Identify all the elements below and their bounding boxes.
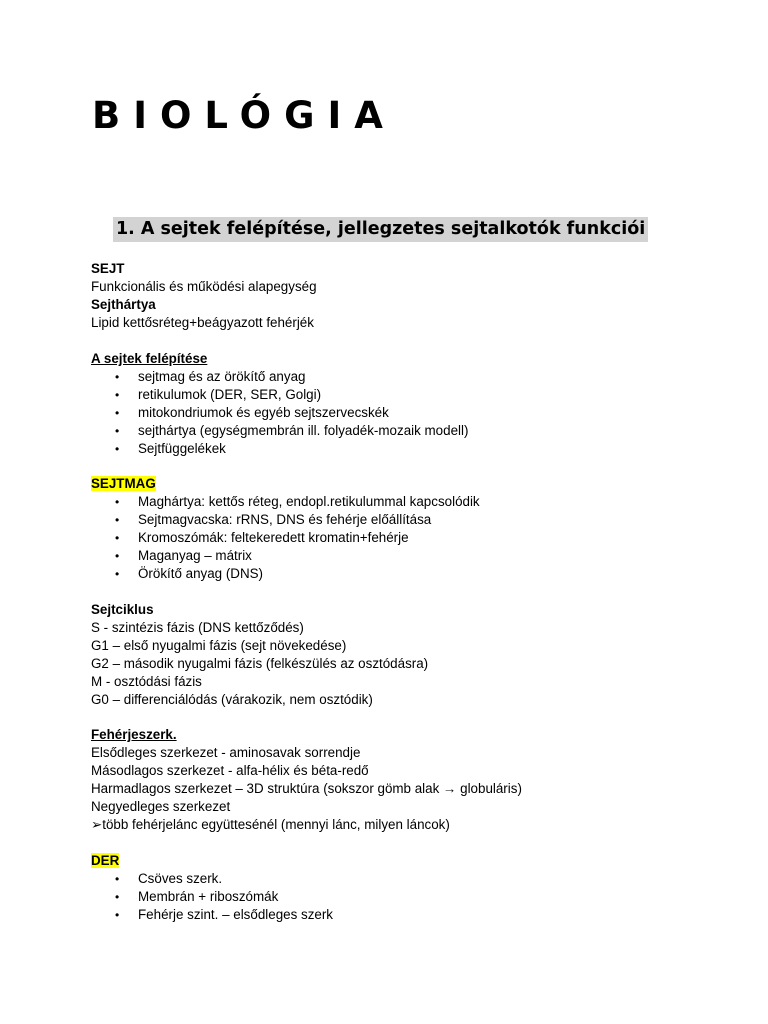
list-item: • mitokondriumok és egyéb sejtszervecskék: [115, 404, 389, 420]
section-number: 1.: [116, 219, 135, 239]
bullet-icon: •: [115, 495, 120, 510]
list-item: • sejthártya (egységmembrán ill. folyadék-mozaik modell): [115, 422, 469, 438]
protein-line: ➢több fehérjelánc együttesénél (mennyi lánc, milyen láncok): [91, 817, 450, 833]
bullet-icon: •: [115, 907, 120, 922]
membrane-text: Lipid kettősréteg+beágyazott fehérjék: [91, 315, 314, 330]
bullet-icon: •: [115, 531, 120, 546]
der-heading: DER: [91, 852, 120, 868]
list-item: • sejtmag és az örökítő anyag: [115, 368, 306, 384]
list-item: • retikulumok (DER, SER, Golgi): [115, 386, 322, 402]
list-item: • Fehérje szint. – elsődleges szerk: [115, 906, 334, 922]
list-item: • Sejtfüggelékek: [115, 440, 226, 456]
list-item: • Maghártya: kettős réteg, endopl.retikulummal kapcsolódik: [115, 494, 480, 510]
bullet-icon: •: [115, 871, 120, 886]
cycle-heading: Sejtciklus: [91, 601, 154, 617]
bullet-icon: •: [115, 405, 120, 420]
protein-line: Másodlagos szerkezet - alfa-hélix és béta-redő: [91, 763, 369, 779]
cycle-line: M - osztódási fázis: [91, 673, 202, 689]
section-title: A sejtek felépítése, jellegzetes sejtalkotók funkciói: [140, 219, 646, 239]
cycle-line: G1 – első nyugalmi fázis (sejt növekedése): [91, 637, 347, 653]
bullet-icon: •: [115, 567, 120, 582]
page-title: BIOLÓGIA: [92, 94, 396, 137]
list-item: • Örökítő anyag (DNS): [115, 566, 264, 582]
bullet-icon: •: [115, 423, 120, 438]
bullet-icon: •: [115, 513, 120, 528]
bullet-icon: •: [115, 889, 120, 904]
cycle-line: G2 – második nyugalmi fázis (felkészülés az osztódásra): [91, 655, 429, 671]
sejt-label: SEJT: [91, 261, 125, 276]
list-item: • Csöves szerk.: [115, 870, 223, 886]
protein-line: Harmadlagos szerkezet – 3D struktúra (sokszor gömb alak → globuláris): [91, 781, 522, 797]
bullet-icon: •: [115, 369, 120, 384]
cycle-line: S - szintézis fázis (DNS kettőződés): [91, 619, 304, 635]
nucleus-list: [91, 493, 731, 583]
bullet-icon: •: [115, 549, 120, 564]
bullet-icon: •: [115, 387, 120, 402]
der-list: [91, 870, 731, 924]
structure-list: [91, 368, 731, 458]
list-item: • Maganyag – mátrix: [115, 548, 252, 564]
membrane-label: Sejthártya: [91, 297, 156, 312]
protein-line: Negyedleges szerkezet: [91, 799, 231, 815]
nucleus-heading: SEJTMAG: [91, 476, 156, 492]
list-item: • Kromoszómák: feltekeredett kromatin+fehérje: [115, 530, 409, 546]
structure-heading: A sejtek felépítése: [91, 350, 208, 366]
list-item: • Membrán + riboszómák: [115, 888, 279, 904]
protein-heading: Fehérjeszerk.: [91, 727, 177, 743]
bullet-icon: •: [115, 441, 120, 456]
list-item: • Sejtmagvacska: rRNS, DNS és fehérje előállítása: [115, 512, 432, 528]
document-body: [91, 260, 731, 924]
protein-line: Elsődleges szerkezet - aminosavak sorrendje: [91, 745, 361, 761]
sejt-definition: Funkcionális és működési alapegység: [91, 279, 317, 294]
cycle-line: G0 – differenciálódás (várakozik, nem osztódik): [91, 691, 373, 707]
section-heading: [113, 217, 648, 242]
